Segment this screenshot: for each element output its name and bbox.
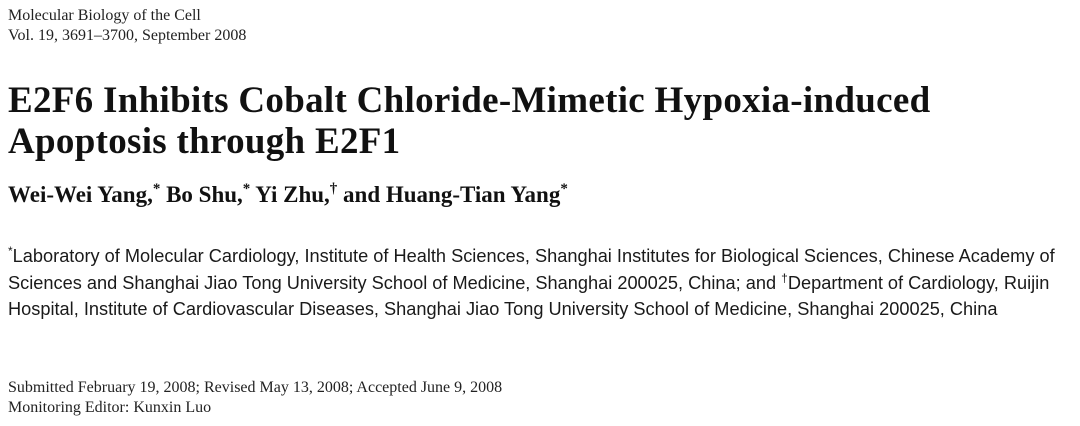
monitoring-editor: Monitoring Editor: Kunxin Luo	[8, 399, 212, 416]
article-title-line-2: Apoptosis through E2F1	[8, 121, 401, 162]
author-name: Yi Zhu,	[255, 182, 330, 207]
affiliation-text: Department of Cardiology, Ruijin Hospital, Institute of Cardiovascular Diseases, Shanghai Jiao Tong University School of Medicine, Shanghai 200025, China	[8, 272, 1050, 319]
journal-volume: Vol. 19, 3691–3700, September 2008	[8, 27, 247, 44]
author-affiliation-mark: †	[329, 181, 338, 197]
affiliation-text: Laboratory of Molecular Cardiology, Institute of Health Sciences, Shanghai Institutes for Biological Sciences, Chinese Academy of Sciences and Shanghai Jiao Tong University School of Medicine, Shanghai 200025, China; and	[8, 246, 1055, 293]
journal-name: Molecular Biology of the Cell	[8, 7, 201, 24]
submission-dates: Submitted February 19, 2008; Revised May 13, 2008; Accepted June 9, 2008	[8, 379, 503, 396]
author-name: and Huang-Tian Yang	[343, 182, 561, 207]
journal-header	[8, 6, 246, 46]
article-title-line-1: E2F6 Inhibits Cobalt Chloride-Mimetic Hypoxia-induced	[8, 80, 931, 121]
author-affiliation-mark: *	[560, 181, 568, 197]
affiliations	[8, 243, 1080, 323]
author-name: Wei-Wei Yang,	[8, 182, 153, 207]
article-title	[8, 80, 1073, 162]
author-affiliation-mark: *	[242, 181, 251, 197]
affiliation-mark: *	[8, 244, 13, 258]
author-affiliation-mark: *	[152, 181, 161, 197]
affiliation-mark: †	[781, 270, 788, 285]
author-name: Bo Shu,	[166, 182, 243, 207]
article-history	[8, 378, 502, 418]
author-list	[8, 181, 568, 209]
